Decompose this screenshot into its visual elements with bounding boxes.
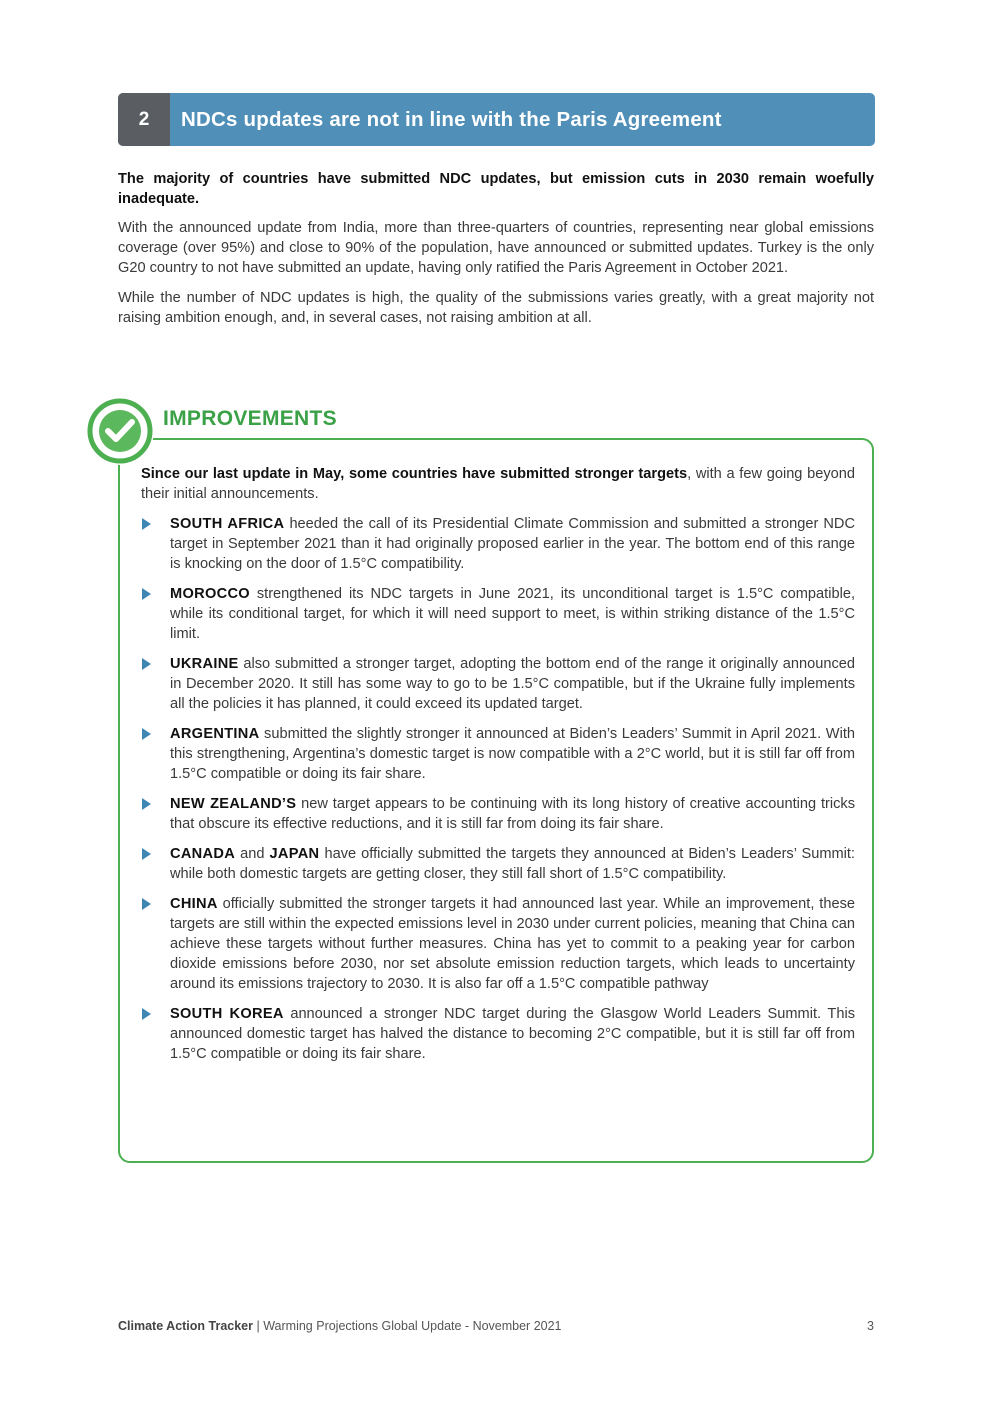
item-text: have officially submitted the targets they announced at Biden’s Leaders’ Summit: while both domestic targets are getting closer, they still fall short of 1.5°C compatibility. — [170, 846, 855, 882]
bullet-arrow-icon — [142, 728, 151, 740]
improvements-lead-rest: , with a few going beyond their initial announcements. — [141, 466, 855, 502]
section-header — [118, 93, 875, 146]
item-text: new target appears to be continuing with its long history of creative accounting tricks that obscure its effective reductions, and it is still far from doing its fair share. — [170, 796, 855, 832]
section-number: 2 — [118, 93, 170, 146]
country-name: CHINA — [170, 896, 218, 912]
page-number: 3 — [867, 1319, 874, 1333]
footer-citation — [118, 1319, 562, 1333]
bullet-arrow-icon — [142, 798, 151, 810]
intro-lead: The majority of countries have submitted NDC updates, but emission cuts in 2030 remain woefully inadequate. — [118, 171, 874, 207]
page-footer — [118, 1319, 874, 1333]
section-title: NDCs updates are not in line with the Paris Agreement — [181, 107, 722, 131]
country-name: JAPAN — [269, 846, 320, 862]
country-name: SOUTH KOREA — [170, 1006, 284, 1022]
intro-paragraph: With the announced update from India, more than three-quarters of countries, representing near global emissions coverage (over 95%) and close to 90% of the population, have announced or submitted updates. Turkey is the only G20 country to not have submitted an update, having only ratified the Paris Agreement in October 2021. — [118, 220, 874, 276]
list-item — [141, 584, 855, 644]
list-item — [141, 844, 855, 884]
improvements-content — [141, 464, 855, 1074]
list-item — [141, 794, 855, 834]
country-name: SOUTH AFRICA — [170, 516, 285, 532]
country-name: MOROCCO — [170, 586, 250, 602]
item-text: strengthened its NDC targets in June 2021, its unconditional target is 1.5°C compatible, while its conditional target, for which it will need support to meet, is within striking distance of the 1.5°C limit. — [170, 586, 855, 642]
country-name: CANADA — [170, 846, 236, 862]
country-name: NEW ZEALAND’S — [170, 796, 297, 812]
item-text: submitted the slightly stronger it announced at Biden’s Leaders’ Summit in April 2021. With this strengthening, Argentina’s domestic target is now compatible with a 2°C world, but it is still far off from 1.5°C compatible or doing its fair share. — [170, 726, 855, 782]
list-item — [141, 724, 855, 784]
improvements-lead — [141, 464, 855, 504]
item-text: also submitted a stronger target, adopting the bottom end of the range it originally announced in December 2020. It still has some way to go to be 1.5°C compatible, but if the Ukraine fully implements all the policies it has planned, it could exceed its updated target. — [170, 656, 855, 712]
country-name: ARGENTINA — [170, 726, 260, 742]
bullet-arrow-icon — [142, 518, 151, 530]
footer-brand: Climate Action Tracker — [118, 1319, 254, 1333]
bullet-arrow-icon — [142, 898, 151, 910]
footer-separator: | — [253, 1319, 264, 1333]
bullet-arrow-icon — [142, 848, 151, 860]
item-text: heeded the call of its Presidential Climate Commission and submitted a stronger NDC target in September 2021 than it had originally proposed earlier in the year. The bottom end of this range is knocking on the door of 1.5°C compatibility. — [170, 516, 856, 572]
intro-text — [118, 169, 874, 338]
list-item — [141, 514, 855, 574]
item-text: officially submitted the stronger targets it had announced last year. While an improvement, these targets are still within the expected emissions level in 2030 under current policies, meaning that China can achieve these targets without further measures. China has yet to commit to a peaking year for carbon dioxide emissions before 2030, nor set absolute emission reduction targets, which leads to uncertainty around its emissions trajectory to 2030. It is also far off a 1.5°C compatible pathway — [170, 896, 855, 992]
list-item — [141, 894, 855, 994]
check-circle-icon — [86, 397, 154, 465]
footer-doc-title: Warming Projections Global Update - November 2021 — [263, 1319, 562, 1333]
item-text: announced a stronger NDC target during the Glasgow World Leaders Summit. This announced domestic target has halved the distance to becoming 2°C compatible, but it is still far off from 1.5°C compatible or doing its fair share. — [170, 1006, 855, 1062]
bullet-arrow-icon — [142, 1008, 151, 1020]
list-item — [141, 654, 855, 714]
bullet-arrow-icon — [142, 588, 151, 600]
country-name: UKRAINE — [170, 656, 239, 672]
item-connector: and — [235, 846, 270, 862]
bullet-arrow-icon — [142, 658, 151, 670]
intro-paragraph: While the number of NDC updates is high, the quality of the submissions varies greatly, with a great majority not raising ambition enough, and, in several cases, not raising ambition at all. — [118, 290, 874, 326]
list-item — [141, 1004, 855, 1064]
improvements-heading: IMPROVEMENTS — [163, 407, 337, 430]
improvements-lead-bold: Since our last update in May, some countries have submitted stronger targets — [141, 466, 688, 482]
